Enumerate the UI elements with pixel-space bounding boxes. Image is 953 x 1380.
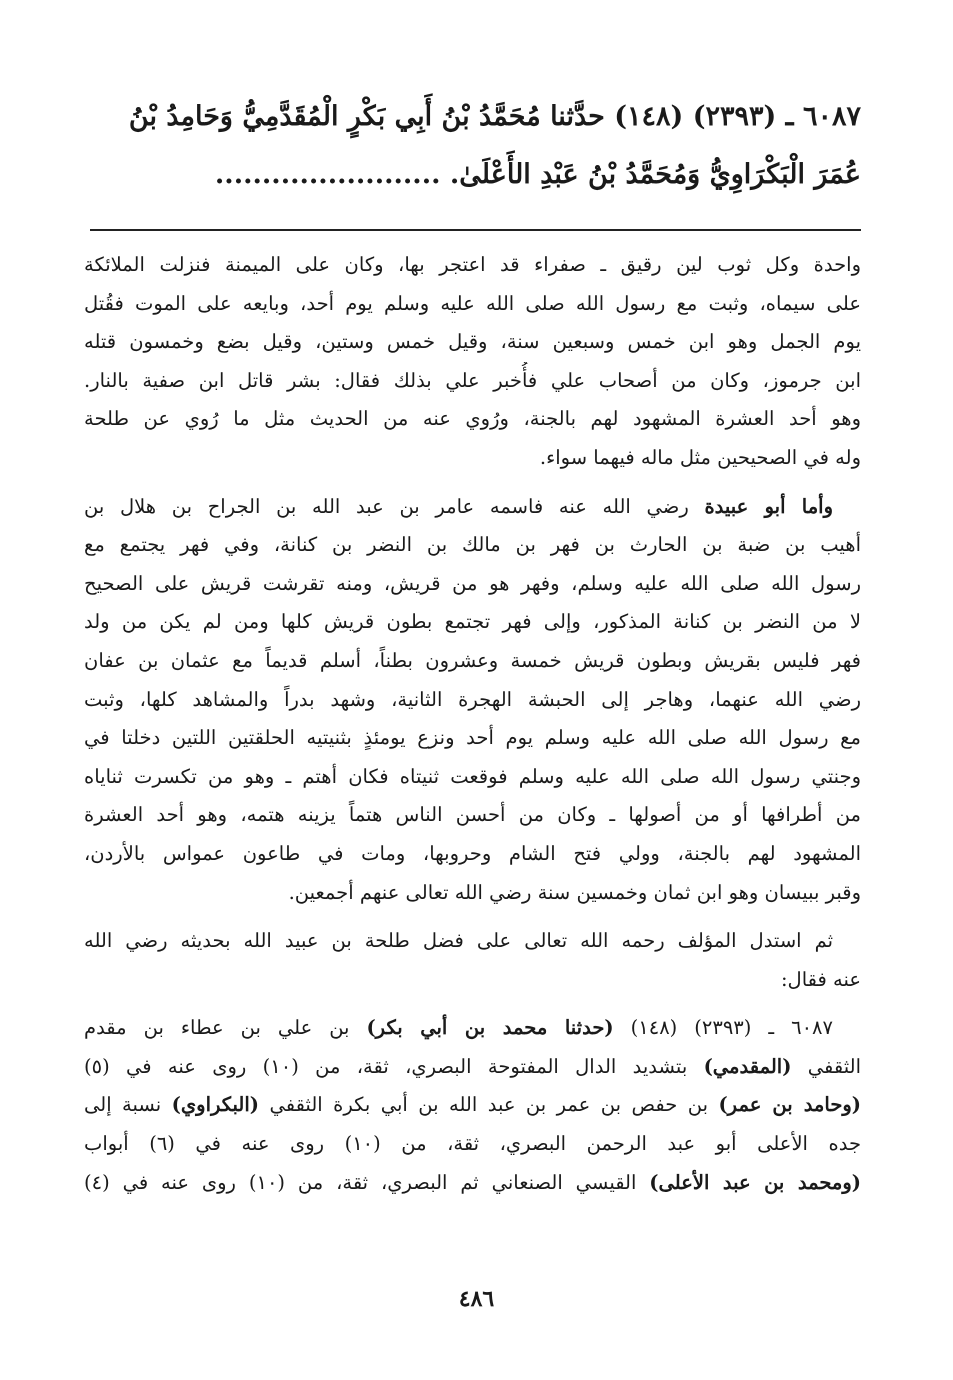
text-line: وقبر ببيسان وهو ابن ثمان وخمسين سنة رضي الله تعالى عنهم أجمعين. [288,880,861,904]
text-line: من أطرافها أو من أصولها ـ وكان من أحسن الناس هتماً يزينه هتمه، وهو أحد العشرة [84,803,861,827]
text-line: ثم استدل المؤلف رحمه الله تعالى على فضل طلحة بن عبيد الله بحديثه رضي الله [84,929,833,953]
text-line: (ومحمد بن عبد الأعلى) القيسي الصنعاني ثم البصري، ثقة، من (١٠) روى عنه في (٤) [84,1170,861,1194]
text-line: أهيب بن ضبة بن الحارث بن فهر بن مالك بن النضر بن كنانة، وفي فهر يجتمع مع [84,533,861,557]
text-line: فهر فليس بقريش وبطون قريش خمسة وعشرون بطناً، أسلم قديماً مع عثمان بن عفان [84,648,861,672]
text-line: عنه فقال: [780,967,861,991]
hadith-line-1: ٦٠٨٧ ـ (٢٣٩٣) (١٤٨) حدَّثنا مُحَمَّدُ بْنُ أَبِي بَكْرٍ الْمُقَدَّمِيُّ وَحَامِدُ بْنُ [128,101,861,132]
separator-rule [90,229,861,231]
text-line: الثقفي (المقدمي) بتشديد الدال المفتوحة البصري، ثقة، من (١٠) روى عنه في (٥) [84,1054,861,1078]
paragraph-talha-bio [84,246,861,478]
text-line: على سيماه، وثبت مع رسول الله صلى الله عليه وسلم يوم أحد، وبايعه على الموت فقُتل [84,291,861,315]
text-line: لا من النضر بن كنانة المذكور، وإلى فهر تجتمع بطون قريش كلها ومن لم يكن من ولد [84,610,861,634]
text-line: وله في الصحيحين مثل ماله فيهما سواء. [539,445,861,469]
page-number: ٤٨٦ [458,1286,495,1312]
text-line: جده الأعلى أبو عبد الرحمن البصري، ثقة، من (١٠) روى عنه في (٦) أبواب [84,1132,861,1156]
text-line: (وحامد بن عمر) بن حفص بن عمر بن عبد الله بن أبي بكرة الثقفي (البكراوي) نسبة إلى [84,1093,861,1117]
text-line: رسول الله صلى الله عليه وسلم، وفهر هو من قريش، ومنه تقرشت قريش على الصحيح [84,571,861,595]
narrator-name: (البكراوي) [171,1093,259,1117]
narrator-name: (حدثنا محمد بن أبي بكر) [366,1016,614,1040]
paragraph-abu-ubaida [84,488,861,913]
text-line: يوم الجمل وهو ابن خمس وسبعين سنة، وقيل خمس وستين، وقيل بضع وخمسون قتله [84,330,861,354]
text-line: واحدة وكل ثوب لين رقيق ـ صفراء قد اعتجر بها، وكان على الميمنة فنزلت الملائكة [84,253,861,276]
text-line: وجنتي رسول الله صلى الله عليه وسلم فوقعت ثنيتاه فكان أهتم ـ وهو من تكسرت ثناياه [84,764,861,788]
paragraph-transition [84,922,861,999]
narrator-name: (ومحمد بن عبد الأعلى) [649,1170,861,1194]
commentary [84,246,861,1202]
text-line: ٦٠٨٧ ـ (٢٣٩٣) (١٤٨) (حدثنا محمد بن أبي بكر) بن علي بن عطاء بن مقدم [84,1016,834,1040]
text-line: رضي الله عنهما، وهاجر إلى الحبشة الهجرة الثانية، وشهد بدراً والمشاهد كلها، وثبت [84,687,861,711]
narrator-name: (المقدمي) [703,1054,792,1078]
paragraph-isnad-explanation [84,1009,861,1202]
abu-ubaida-heading: وأما أبو عبيدة [704,494,833,518]
text-line: مع رسول الله صلى الله عليه وسلم يوم أحد ونزع يومئذٍ بثنيتيه الحلقتين اللتين دخلتا في [84,726,861,750]
narrator-name: (وحامد بن عمر) [718,1093,861,1117]
text-line: وهو أحد العشرة المشهود لهم بالجنة، ورُوي عنه من الحديث مثل ما رُوي عن طلحة [84,407,861,431]
text-line: وأما أبو عبيدة رضي الله عنه فاسمه عامر بن عبد الله بن الجراح بن هلال بن [84,494,833,518]
hadith-line-2: عُمَرَ الْبَكْرَاوِيُّ وَمُحَمَّدُ بْنُ عَبْدِ الأَعْلَىٰ. ........................ [214,159,861,190]
text-line: ابن جرموز، وكان من أصحاب علي فأُخبر علي بذلك فقال: بشر قاتل ابن صفية بالنار. [84,368,861,392]
hadith-text [78,88,861,204]
text-line: المشهود لهم بالجنة، وولي فتح الشام وحروبها، ومات في طاعون عمواس بالأردن، [84,841,861,865]
